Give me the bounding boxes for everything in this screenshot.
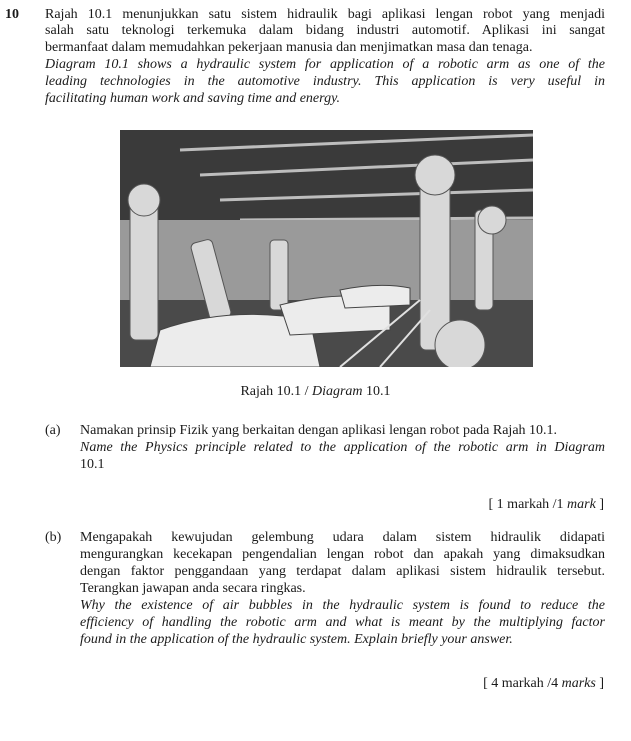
part-a-en-line: Name the Physics principle related to the application of the robotic arm in Diagram	[80, 440, 605, 455]
part-a-en-line: 10.1	[80, 457, 105, 472]
part-a-ms: Namakan prinsip Fizik yang berkaitan dengan aplikasi lengan robot pada Rajah 10.1.	[80, 423, 558, 438]
intro-en-line: leading technologies in the automotive industry. This application is very useful in	[45, 74, 605, 89]
part-b-label: (b)	[45, 530, 62, 545]
part-b-ms-line: dengan faktor penggandaan yang terdapat dalam aplikasi sistem hidraulik tersebut.	[80, 564, 605, 579]
caption-en: Diagram	[311, 384, 363, 399]
intro-en-line: facilitating human work and saving time and energy.	[45, 91, 341, 106]
caption-num: 10.1	[362, 384, 391, 399]
part-b-ms-line: Terangkan jawapan anda secara ringkas.	[80, 581, 306, 596]
intro-ms-line: Rajah 10.1 menunjukkan satu sistem hidraulik bagi aplikasi lengan robot yang menjadi	[45, 7, 605, 22]
marks-en: marks	[561, 676, 596, 691]
part-b-ms-line: Mengapakah kewujudan gelembung udara dalam sistem hidraulik didapati	[80, 530, 605, 545]
marks-en: mark	[567, 497, 596, 512]
intro-en-line: Diagram 10.1 shows a hydraulic system for application of a robotic arm as one of the	[45, 57, 605, 72]
part-b-marks	[483, 676, 604, 692]
question-number: 10	[5, 7, 19, 22]
part-b-en-line: Why the existence of air bubbles in the hydraulic system is found to reduce the	[80, 598, 605, 613]
robotic-arm-factory-photo	[120, 130, 533, 367]
intro-ms-line: salah satu teknologi terkemuka dalam bidang industri automotif. Aplikasi ini sangat	[45, 23, 605, 38]
marks-end: ]	[595, 676, 604, 691]
intro-ms-line: bermanfaat dalam memudahkan pekerjaan manusia dan menjimatkan masa dan tenaga.	[45, 40, 533, 55]
part-a-marks	[489, 497, 604, 513]
figure-caption	[0, 384, 631, 400]
part-b-en-line: efficiency of handling the robotic arm and what is meant by the multiplying factor	[80, 615, 605, 630]
part-b-en-line: found in the application of the hydraulic system. Explain briefly your answer.	[80, 632, 513, 647]
part-b-ms-line: mengurangkan kecekapan pengendalian lengan robot dan apakah yang dimaksudkan	[80, 547, 605, 562]
part-a-label: (a)	[45, 423, 61, 438]
marks-ms: [ 1 markah /1	[488, 497, 568, 512]
caption-ms: Rajah 10.1 /	[240, 384, 312, 399]
marks-end: ]	[595, 497, 604, 512]
marks-ms: [ 4 markah /4	[483, 676, 562, 691]
